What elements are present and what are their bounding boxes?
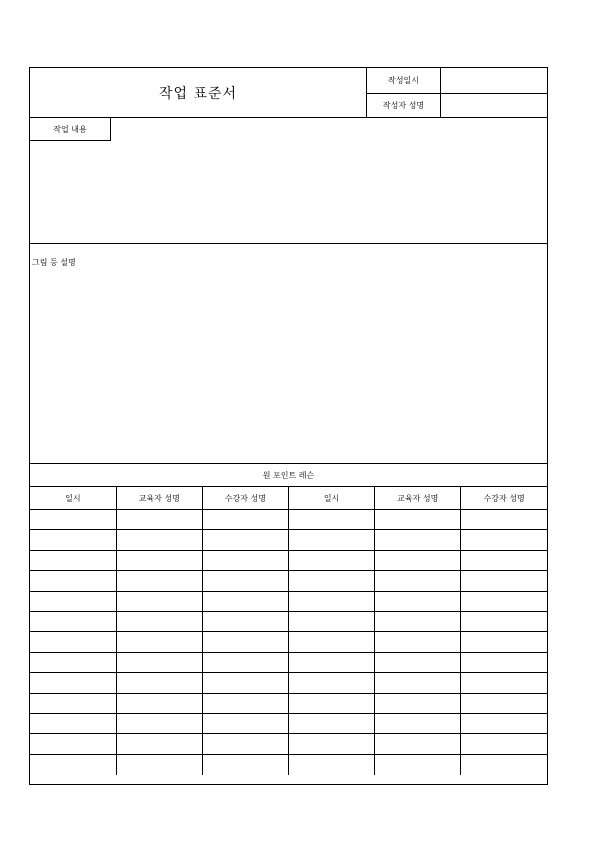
table-cell[interactable] bbox=[288, 652, 374, 672]
table-cell[interactable] bbox=[288, 632, 374, 652]
one-point-lesson-title: 원 포인트 레슨 bbox=[30, 463, 547, 486]
date-label: 작성일시 bbox=[366, 68, 440, 93]
author-label: 작성자 성명 bbox=[366, 93, 440, 117]
figure-description-label: 그림 등 설명 bbox=[32, 258, 76, 267]
table-row bbox=[30, 632, 547, 652]
table-cell[interactable] bbox=[288, 754, 374, 774]
table-cell[interactable] bbox=[116, 673, 202, 693]
table-cell[interactable] bbox=[202, 530, 288, 550]
table-cell[interactable] bbox=[461, 530, 547, 550]
table-cell[interactable] bbox=[202, 693, 288, 713]
table-cell[interactable] bbox=[461, 713, 547, 733]
table-cell[interactable] bbox=[461, 510, 547, 530]
table-cell[interactable] bbox=[30, 632, 116, 652]
table-cell[interactable] bbox=[375, 591, 461, 611]
table-cell[interactable] bbox=[30, 591, 116, 611]
table-cell[interactable] bbox=[288, 693, 374, 713]
table-row bbox=[30, 591, 547, 611]
table-cell[interactable] bbox=[202, 754, 288, 774]
table-row bbox=[30, 611, 547, 631]
table-cell[interactable] bbox=[461, 754, 547, 774]
table-cell[interactable] bbox=[288, 591, 374, 611]
table-cell[interactable] bbox=[375, 652, 461, 672]
table-cell[interactable] bbox=[375, 632, 461, 652]
table-cell[interactable] bbox=[202, 713, 288, 733]
table-cell[interactable] bbox=[375, 713, 461, 733]
table-row bbox=[30, 734, 547, 754]
table-cell[interactable] bbox=[375, 510, 461, 530]
table-row bbox=[30, 713, 547, 733]
work-standard-form bbox=[29, 67, 548, 785]
table-cell[interactable] bbox=[202, 734, 288, 754]
table-cell[interactable] bbox=[116, 734, 202, 754]
table-cell[interactable] bbox=[116, 693, 202, 713]
table-cell[interactable] bbox=[116, 713, 202, 733]
date-value-field[interactable] bbox=[440, 68, 547, 93]
table-cell[interactable] bbox=[461, 591, 547, 611]
col-trainer-1: 교육자 성명 bbox=[116, 487, 202, 510]
col-date-2: 일시 bbox=[288, 487, 374, 510]
table-cell[interactable] bbox=[116, 632, 202, 652]
table-cell[interactable] bbox=[461, 734, 547, 754]
lesson-table bbox=[30, 486, 547, 775]
table-row bbox=[30, 550, 547, 570]
table-cell[interactable] bbox=[30, 510, 116, 530]
table-cell[interactable] bbox=[202, 611, 288, 631]
table-cell[interactable] bbox=[375, 550, 461, 570]
table-row bbox=[30, 693, 547, 713]
table-cell[interactable] bbox=[288, 611, 374, 631]
table-row bbox=[30, 530, 547, 550]
table-cell[interactable] bbox=[116, 510, 202, 530]
table-cell[interactable] bbox=[461, 673, 547, 693]
table-cell[interactable] bbox=[375, 530, 461, 550]
col-date-1: 일시 bbox=[30, 487, 116, 510]
table-cell[interactable] bbox=[202, 591, 288, 611]
table-cell[interactable] bbox=[30, 673, 116, 693]
page-title: 작업 표준서 bbox=[158, 85, 238, 102]
table-cell[interactable] bbox=[202, 571, 288, 591]
table-row bbox=[30, 510, 547, 530]
table-cell[interactable] bbox=[116, 571, 202, 591]
table-cell[interactable] bbox=[30, 530, 116, 550]
table-cell[interactable] bbox=[116, 652, 202, 672]
table-row bbox=[30, 571, 547, 591]
table-cell[interactable] bbox=[288, 510, 374, 530]
work-content-label: 작업 내용 bbox=[30, 117, 111, 141]
table-cell[interactable] bbox=[288, 734, 374, 754]
table-cell[interactable] bbox=[202, 550, 288, 570]
table-cell[interactable] bbox=[288, 673, 374, 693]
table-cell[interactable] bbox=[461, 693, 547, 713]
table-cell[interactable] bbox=[116, 591, 202, 611]
table-cell[interactable] bbox=[288, 713, 374, 733]
table-cell[interactable] bbox=[30, 611, 116, 631]
table-row bbox=[30, 754, 547, 774]
table-cell[interactable] bbox=[30, 754, 116, 774]
table-row bbox=[30, 652, 547, 672]
col-trainee-1: 수강자 성명 bbox=[202, 487, 288, 510]
table-cell[interactable] bbox=[288, 530, 374, 550]
table-cell[interactable] bbox=[116, 754, 202, 774]
table-cell[interactable] bbox=[30, 713, 116, 733]
table-cell[interactable] bbox=[461, 632, 547, 652]
table-cell[interactable] bbox=[202, 652, 288, 672]
table-cell[interactable] bbox=[30, 693, 116, 713]
table-cell[interactable] bbox=[375, 754, 461, 774]
table-cell[interactable] bbox=[30, 550, 116, 570]
table-cell[interactable] bbox=[288, 571, 374, 591]
table-cell[interactable] bbox=[116, 550, 202, 570]
lesson-table-header bbox=[30, 487, 547, 510]
table-cell[interactable] bbox=[461, 611, 547, 631]
table-cell[interactable] bbox=[461, 571, 547, 591]
table-cell[interactable] bbox=[202, 510, 288, 530]
table-cell[interactable] bbox=[30, 571, 116, 591]
table-cell[interactable] bbox=[375, 734, 461, 754]
table-cell[interactable] bbox=[116, 530, 202, 550]
col-trainer-2: 교육자 성명 bbox=[375, 487, 461, 510]
author-value-field[interactable] bbox=[440, 93, 547, 117]
table-cell[interactable] bbox=[375, 571, 461, 591]
table-cell[interactable] bbox=[202, 632, 288, 652]
table-row bbox=[30, 673, 547, 693]
table-cell[interactable] bbox=[461, 550, 547, 570]
table-cell[interactable] bbox=[202, 673, 288, 693]
lesson-table-body bbox=[30, 510, 547, 775]
figure-description-section[interactable] bbox=[30, 243, 547, 463]
table-cell[interactable] bbox=[116, 611, 202, 631]
table-cell[interactable] bbox=[461, 652, 547, 672]
table-cell[interactable] bbox=[288, 550, 374, 570]
table-cell[interactable] bbox=[30, 652, 116, 672]
table-cell[interactable] bbox=[375, 611, 461, 631]
table-cell[interactable] bbox=[375, 673, 461, 693]
table-cell[interactable] bbox=[30, 734, 116, 754]
table-cell[interactable] bbox=[375, 693, 461, 713]
col-trainee-2: 수강자 성명 bbox=[461, 487, 547, 510]
